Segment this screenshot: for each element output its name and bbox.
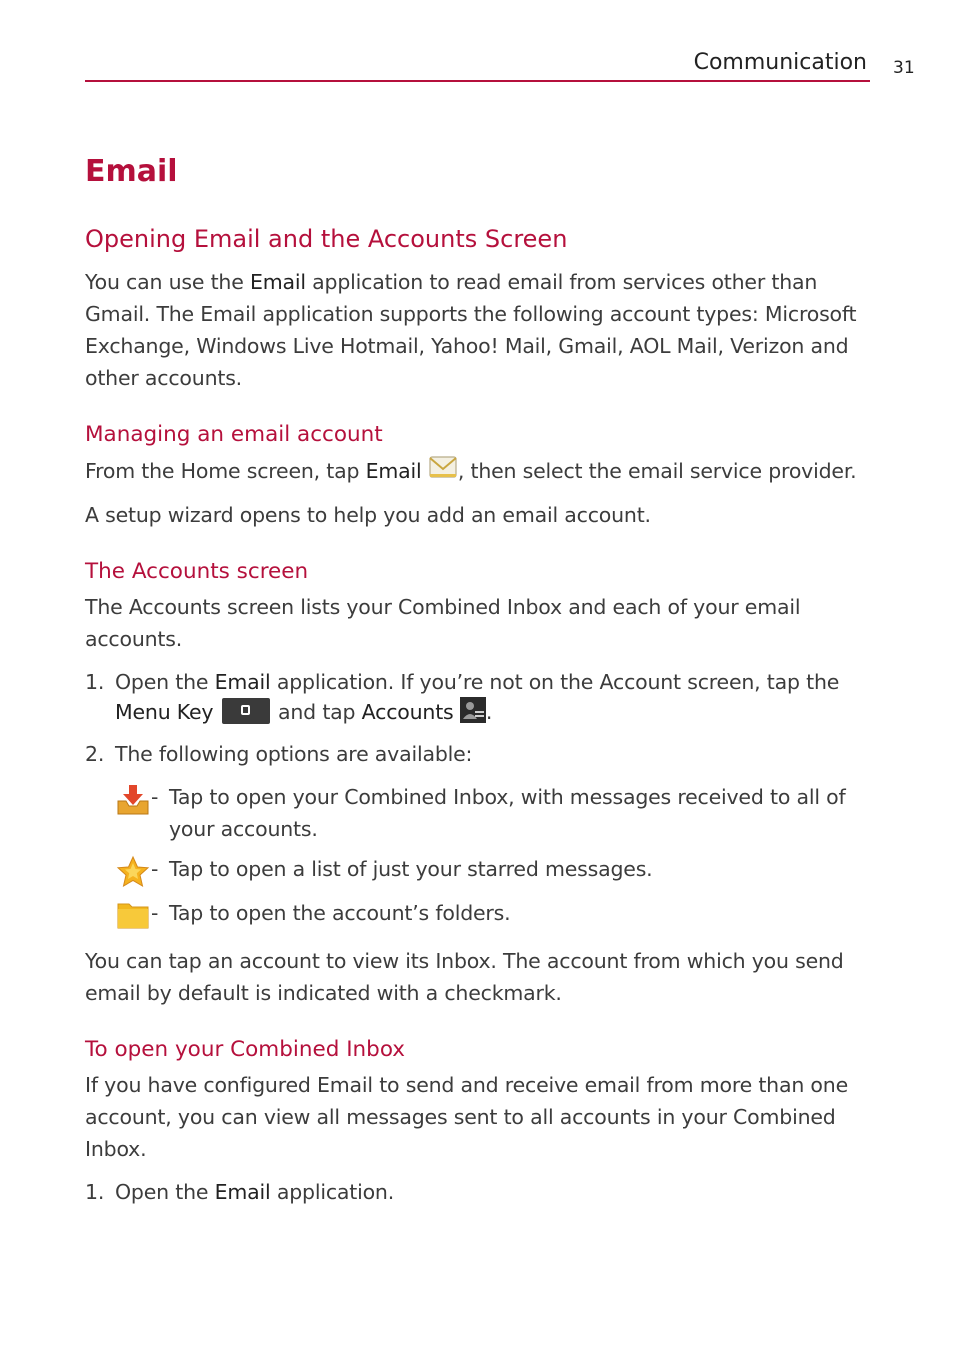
accounts-term: Accounts [361,700,454,724]
page-number: 31 [893,58,915,78]
folder-icon [116,899,150,931]
page-title: Email [85,154,178,189]
accounts-steps [85,667,875,769]
combined-steps [85,1177,875,1207]
menu-key-icon [222,698,270,724]
email-term: Email [214,670,271,694]
section-heading-opening: Opening Email and the Accounts Screen [85,225,568,253]
email-term: Email [249,270,306,294]
option-folders: - Tap to open the account’s folders. [115,897,875,931]
page-content [85,150,875,1219]
opening-paragraph: You can use the Email application to read email from services other than Gmail. The Email application supports the following account types: Microsoft Exchange, Windows Live Hotmail, Yahoo! Mail, Gmail, AOL Mail, Verizon and other accounts. [85,270,857,390]
subheading-accounts-screen: The Accounts screen [85,559,309,584]
option-combined-inbox: - Tap to open your Combined Inbox, with messages received to all of your accounts. [115,781,875,845]
subheading-managing: Managing an email account [85,422,383,447]
inbox-download-icon [116,783,150,817]
list-item: 1. Open the Email application. If you’re not on the Account screen, tap the Menu Key and tap Accounts . [85,670,840,724]
accounts-icon [460,697,486,723]
combined-inbox-paragraph: If you have configured Email to send and receive email from more than one account, you can view all messages sent to all accounts in your Combined Inbox. [85,1073,848,1161]
managing-paragraph: From the Home screen, tap Email , then select the email service provider. [85,454,875,487]
setup-wizard-paragraph: A setup wizard opens to help you add an email account. [85,503,651,527]
email-term: Email [365,459,422,483]
email-term: Email [214,1180,271,1204]
menu-key-term: Menu Key [115,700,214,724]
account-inbox-paragraph: You can tap an account to view its Inbox. The account from which you send email by default is indicated with a checkmark. [85,949,844,1005]
list-item: 2. The following options are available: [85,742,473,766]
list-item: 1. Open the Email application. [85,1180,395,1204]
running-header-section: Communication [693,50,867,75]
email-envelope-icon [428,454,458,482]
option-starred: - Tap to open a list of just your starred messages. [115,853,875,889]
header-rule [85,80,870,82]
subheading-combined-inbox: To open your Combined Inbox [85,1037,406,1062]
star-icon [116,855,150,889]
accounts-paragraph: The Accounts screen lists your Combined Inbox and each of your email accounts. [85,595,801,651]
